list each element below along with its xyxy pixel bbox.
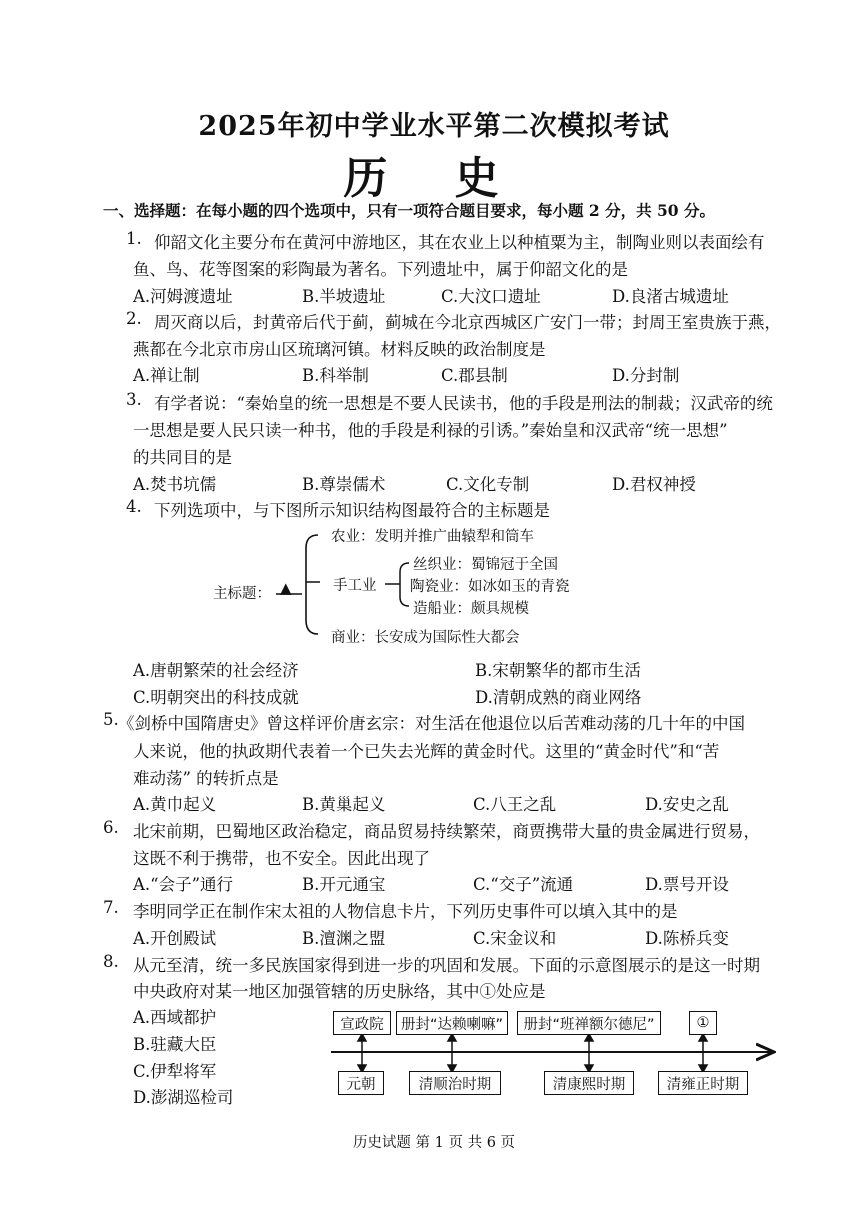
option-b[interactable]: B.黄巢起义 xyxy=(302,795,386,814)
option-a[interactable]: A.黄巾起义 xyxy=(133,795,217,814)
question-number: 2. xyxy=(126,309,142,328)
main-title-label: 主标题： xyxy=(213,586,271,602)
question-text-line: 中央政府对某一地区加强管辖的历史脉络，其中①处应是 xyxy=(133,982,546,1001)
timeline-box-yuan: 元朝 xyxy=(338,1071,384,1095)
handicraft-label: 手工业 xyxy=(333,578,377,594)
option-a[interactable]: A.西域都护 xyxy=(133,1008,217,1027)
option-b[interactable]: B.宋朝繁华的都市生活 xyxy=(475,661,641,680)
question-text-line: 北宋前期，巴蜀地区政治稳定，商品贸易持续繁荣，商贾携带大量的贵金属进行贸易， xyxy=(133,822,760,841)
question-text-line: 从元至清，统一多民族国家得到进一步的巩固和发展。下面的示意图展示的是这一时期 xyxy=(133,956,760,975)
timeline-box-dalai: 册封“达赖喇嘛” xyxy=(396,1011,508,1035)
option-d[interactable]: D.陈桥兵变 xyxy=(645,929,729,948)
subject-title: 历 史 xyxy=(343,153,525,204)
option-a[interactable]: A.焚书坑儒 xyxy=(133,475,217,494)
option-a[interactable]: A.唐朝繁荣的社会经济 xyxy=(133,661,299,680)
blank-triangle-icon: ▲ xyxy=(280,579,292,597)
option-a[interactable]: A.河姆渡遗址 xyxy=(133,287,233,306)
timeline-box-yongzheng: 清雍正时期 xyxy=(658,1071,748,1095)
timeline-box-blank: ① xyxy=(689,1011,717,1035)
option-b[interactable]: B.开元通宝 xyxy=(302,875,386,894)
question-text-line: 有学者说：“秦始皇的统一思想是不要人民读书，他的手段是刑法的制裁；汉武帝的统 xyxy=(154,394,773,413)
question-text-line: 的共同目的是 xyxy=(133,448,232,467)
section-heading: 一、选择题：在每小题的四个选项中，只有一项符合题目要求，每小题 2 分，共 50 分。 xyxy=(103,201,715,220)
agriculture-item: 农业：发明并推广曲辕犁和筒车 xyxy=(331,529,534,545)
question-text-line: 下列选项中，与下图所示知识结构图最符合的主标题是 xyxy=(154,501,550,520)
silk-item: 丝织业：蜀锦冠于全国 xyxy=(413,557,558,573)
option-d[interactable]: D.安史之乱 xyxy=(645,795,729,814)
option-a[interactable]: A.“会子”通行 xyxy=(133,875,234,894)
timeline-box-xuanzhengyuan: 宣政院 xyxy=(333,1011,391,1035)
question-number: 6. xyxy=(103,818,119,837)
option-b[interactable]: B.科举制 xyxy=(302,366,369,385)
option-b[interactable]: B.尊崇儒术 xyxy=(302,475,386,494)
shipbuilding-item: 造船业：颇具规模 xyxy=(413,601,529,617)
timeline-box-panchen: 册封“班禅额尔德尼” xyxy=(517,1011,661,1035)
question-number: 8. xyxy=(103,952,119,971)
question-text-line: 李明同学正在制作宋太祖的人物信息卡片，下列历史事件可以填入其中的是 xyxy=(133,902,678,921)
question-text-line: 鱼、鸟、花等图案的彩陶最为著名。下列遗址中，属于仰韶文化的是 xyxy=(133,260,628,279)
option-d[interactable]: D.澎湖巡检司 xyxy=(133,1088,234,1107)
option-c[interactable]: C.伊犁将军 xyxy=(133,1062,217,1081)
question-text-line: 人来说，他的执政期代表着一个已失去光辉的黄金时代。这里的“黄金时代”和“苦 xyxy=(133,742,720,761)
commerce-item: 商业：长安成为国际性大都会 xyxy=(331,630,520,646)
option-d[interactable]: D.清朝成熟的商业网络 xyxy=(475,688,642,707)
ceramics-item: 陶瓷业：如冰如玉的青瓷 xyxy=(410,579,570,595)
question-text-line: 周灭商以后，封黄帝后代于蓟，蓟城在今北京西城区广安门一带；封周王室贵族于燕， xyxy=(154,313,781,332)
option-a[interactable]: A.禅让制 xyxy=(133,366,200,385)
exam-title: 2025年初中学业水平第二次模拟考试 xyxy=(198,111,670,142)
option-d[interactable]: D.君权神授 xyxy=(612,475,696,494)
question-text-line: 《剑桥中国隋唐史》曾这样评价唐玄宗：对生活在他退位以后苦难动荡的几十年的中国 xyxy=(118,714,745,733)
option-c[interactable]: C.“交子”流通 xyxy=(473,875,574,894)
option-d[interactable]: D.分封制 xyxy=(612,366,680,385)
option-b[interactable]: B.驻藏大臣 xyxy=(133,1035,217,1054)
option-b[interactable]: B.澶渊之盟 xyxy=(302,929,386,948)
page-footer: 历史试题 第 1 页 共 6 页 xyxy=(352,1135,516,1151)
option-b[interactable]: B.半坡遗址 xyxy=(302,287,386,306)
timeline-box-shunzhi: 清顺治时期 xyxy=(409,1071,501,1095)
option-d[interactable]: D.良渚古城遗址 xyxy=(612,287,729,306)
question-text-line: 这既不利于携带，也不安全。因此出现了 xyxy=(133,849,430,868)
option-d[interactable]: D.票号开设 xyxy=(645,875,729,894)
question-text-line: 仰韶文化主要分布在黄河中游地区，其在农业上以种植粟为主，制陶业则以表面绘有 xyxy=(154,233,765,252)
option-a[interactable]: A.开创殿试 xyxy=(133,929,217,948)
question-text-line: 一思想是要人民只读一种书，他的手段是利禄的引诱。”秦始皇和汉武帝“统一思想” xyxy=(133,421,728,440)
option-c[interactable]: C.大汶口遗址 xyxy=(441,287,541,306)
question-text-line: 燕都在今北京市房山区琉璃河镇。材料反映的政治制度是 xyxy=(133,340,546,359)
option-c[interactable]: C.明朝突出的科技成就 xyxy=(133,688,299,707)
option-c[interactable]: C.八王之乱 xyxy=(473,795,557,814)
question-number: 1. xyxy=(126,229,142,248)
question-text-line: 难动荡” 的转折点是 xyxy=(133,769,279,788)
question-number: 7. xyxy=(103,898,119,917)
question-number: 4. xyxy=(126,497,142,516)
option-c[interactable]: C.郡县制 xyxy=(441,366,508,385)
option-c[interactable]: C.文化专制 xyxy=(446,475,530,494)
question-number: 5. xyxy=(103,710,119,729)
option-c[interactable]: C.宋金议和 xyxy=(473,929,557,948)
timeline-box-kangxi: 清康熙时期 xyxy=(544,1071,634,1095)
question-number: 3. xyxy=(126,390,142,409)
